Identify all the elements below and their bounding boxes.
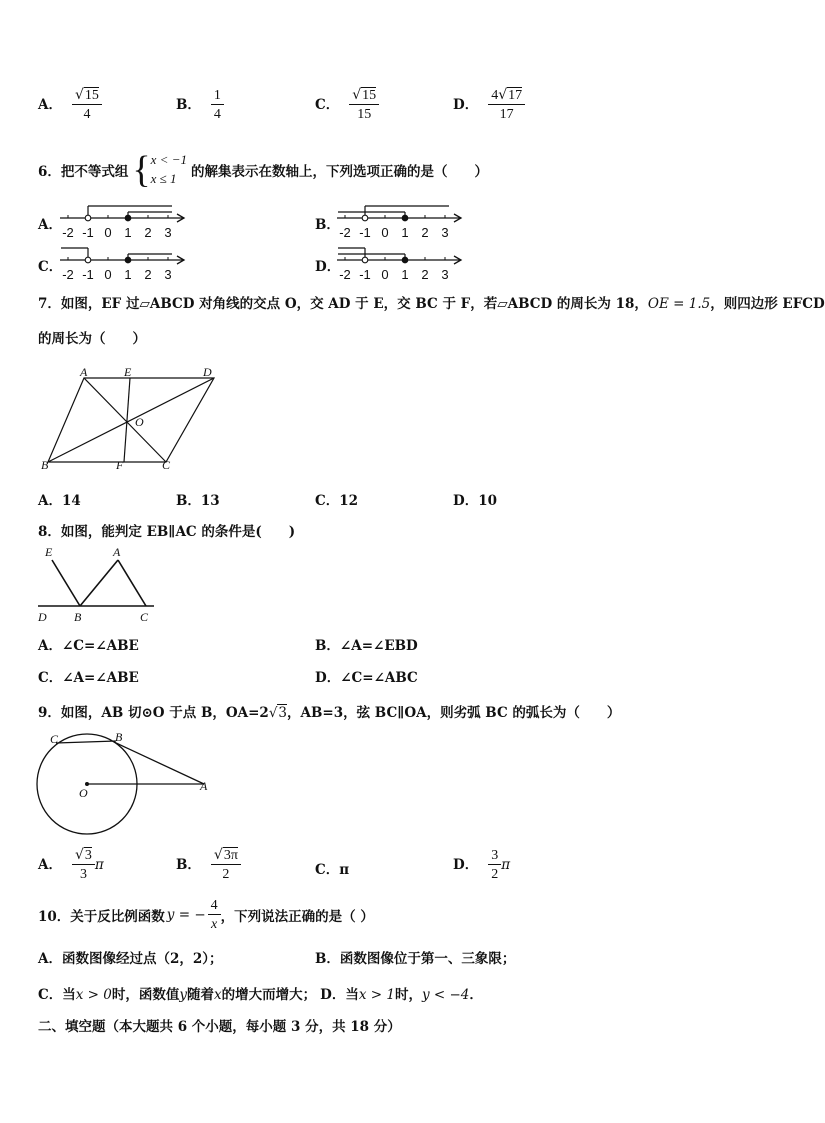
q7-option-b[interactable]: B．13: [176, 493, 220, 509]
axis-tick-label: 3: [164, 225, 172, 240]
parallelogram-figure: [36, 364, 226, 476]
open-endpoint: [85, 215, 91, 221]
axis-tick-label: 3: [441, 225, 449, 240]
label-b: B: [41, 458, 49, 472]
axis-tick-label: -1: [82, 225, 94, 240]
axis-tick-label: -1: [359, 225, 371, 240]
q5-option-b[interactable]: B． $\frac{1}{4}$: [176, 88, 224, 123]
axis-tick-label: 1: [401, 267, 409, 282]
q9-option-a[interactable]: A． $\frac{√3}{3}$ π: [38, 847, 104, 883]
q9-option-d[interactable]: D． $\frac{3}{2}$ π: [453, 848, 511, 883]
q5-option-a[interactable]: A． $\frac{√15}{4}$: [38, 88, 102, 123]
q6-option-d-label[interactable]: D．: [315, 259, 341, 275]
axis-tick-label: -2: [339, 225, 351, 240]
axis-tick-label: 0: [104, 267, 112, 282]
axis-tick-label: 1: [124, 225, 132, 240]
q6-option-c-label[interactable]: C．: [38, 259, 63, 275]
q7-option-c[interactable]: C．12: [315, 493, 359, 509]
closed-endpoint: [402, 257, 408, 263]
number-line-c[interactable]: [58, 242, 190, 284]
open-endpoint: [362, 257, 368, 263]
axis-tick-label: 3: [441, 267, 449, 282]
q5-option-c[interactable]: C． $\frac{√15}{15}$: [315, 88, 379, 123]
label-d: D: [38, 610, 47, 624]
axis-tick-label: 2: [144, 225, 152, 240]
q6-stem: 6．把不等式组 { x < −1 x ≤ 1 的解集表示在数轴上，下列选项正确的是（ ）: [38, 149, 488, 191]
inequality-system: { x < −1 x ≤ 1: [132, 149, 187, 191]
q7-option-d[interactable]: D．10: [453, 493, 497, 509]
label-b: B: [74, 610, 82, 624]
axis-tick-label: 1: [401, 225, 409, 240]
q9-option-b[interactable]: B． $\frac{√3\pi}{2}$: [176, 848, 241, 883]
label-f: F: [116, 458, 124, 472]
label-a: A: [113, 545, 121, 559]
label-c: C: [140, 610, 149, 624]
q8-option-d[interactable]: D．∠C=∠ABC: [315, 670, 418, 686]
closed-endpoint: [125, 257, 131, 263]
axis-tick-label: -2: [339, 267, 351, 282]
label-o: O: [135, 415, 144, 429]
q6-option-b-label[interactable]: B．: [315, 217, 340, 233]
axis-tick-label: 2: [144, 267, 152, 282]
open-endpoint: [362, 215, 368, 221]
label-o: O: [79, 786, 88, 800]
label-a: A: [80, 365, 88, 379]
label-b: B: [115, 730, 123, 744]
axis-tick-label: 2: [421, 225, 429, 240]
axis-tick-label: -1: [359, 267, 371, 282]
label-e: E: [45, 545, 53, 559]
axis-tick-label: 3: [164, 267, 172, 282]
open-endpoint: [85, 257, 91, 263]
q7-stem-line1: 7．如图，EF 过▱ABCD 对角线的交点 O，交 AD 于 E，交 BC 于 F，若▱ABCD 的周长为 18，OE = 1.5，则四边形 EFCD: [38, 296, 825, 312]
label-a: A: [200, 779, 208, 793]
closed-endpoint: [125, 215, 131, 221]
section-header-fill-in: 二、填空题（本大题共 6 个小题，每小题 3 分，共 18 分）: [38, 1019, 401, 1035]
axis-tick-label: 2: [421, 267, 429, 282]
axis-tick-label: 1: [124, 267, 132, 282]
q10-option-a[interactable]: A．函数图像经过点（2，2）；: [38, 951, 223, 967]
axis-tick-label: -1: [82, 267, 94, 282]
q7-stem-line2: 的周长为（ ）: [38, 331, 146, 347]
q10-option-b[interactable]: B．函数图像位于第一、三象限；: [315, 951, 516, 967]
axis-tick-label: 0: [104, 225, 112, 240]
q9-option-c[interactable]: C．π: [315, 862, 350, 878]
axis-tick-label: 0: [381, 267, 389, 282]
q10-stem: 10．关于反比例函数 y = − $\frac{4}{x}$ ，下列说法正确的是（ ）: [38, 898, 374, 933]
parallel-lines-figure: [36, 544, 158, 624]
number-line-a[interactable]: [58, 200, 190, 242]
q8-stem: 8．如图，能判定 EB∥AC 的条件是( ): [38, 524, 296, 540]
q5-option-d[interactable]: D． $\frac{4√17}{17}$: [453, 88, 525, 123]
axis-tick-label: -2: [62, 267, 74, 282]
q6-option-a-label[interactable]: A．: [38, 217, 62, 233]
label-c: C: [50, 732, 59, 746]
q7-option-a[interactable]: A．14: [38, 493, 81, 509]
label-e: E: [124, 365, 132, 379]
axis-tick-label: -2: [62, 225, 74, 240]
q8-option-a[interactable]: A．∠C=∠ABE: [38, 638, 139, 654]
number-line-b[interactable]: [335, 200, 467, 242]
q10-option-c-and-d[interactable]: C．当x > 0时，函数值y随着x的增大而增大； D．当x > 1时，y < −4．: [38, 987, 483, 1003]
circle-tangent-figure: [36, 726, 216, 838]
label-d: D: [203, 365, 212, 379]
closed-endpoint: [402, 215, 408, 221]
q8-option-c[interactable]: C．∠A=∠ABE: [38, 670, 139, 686]
label-c: C: [162, 458, 171, 472]
q9-stem: 9．如图，AB 切⊙O 于点 B，OA=2√3，AB=3，弦 BC∥OA，则劣弧 BC 的弧长为（ ）: [38, 705, 621, 721]
q8-option-b[interactable]: B．∠A=∠EBD: [315, 638, 418, 654]
axis-tick-label: 0: [381, 225, 389, 240]
number-line-d[interactable]: [335, 242, 467, 284]
